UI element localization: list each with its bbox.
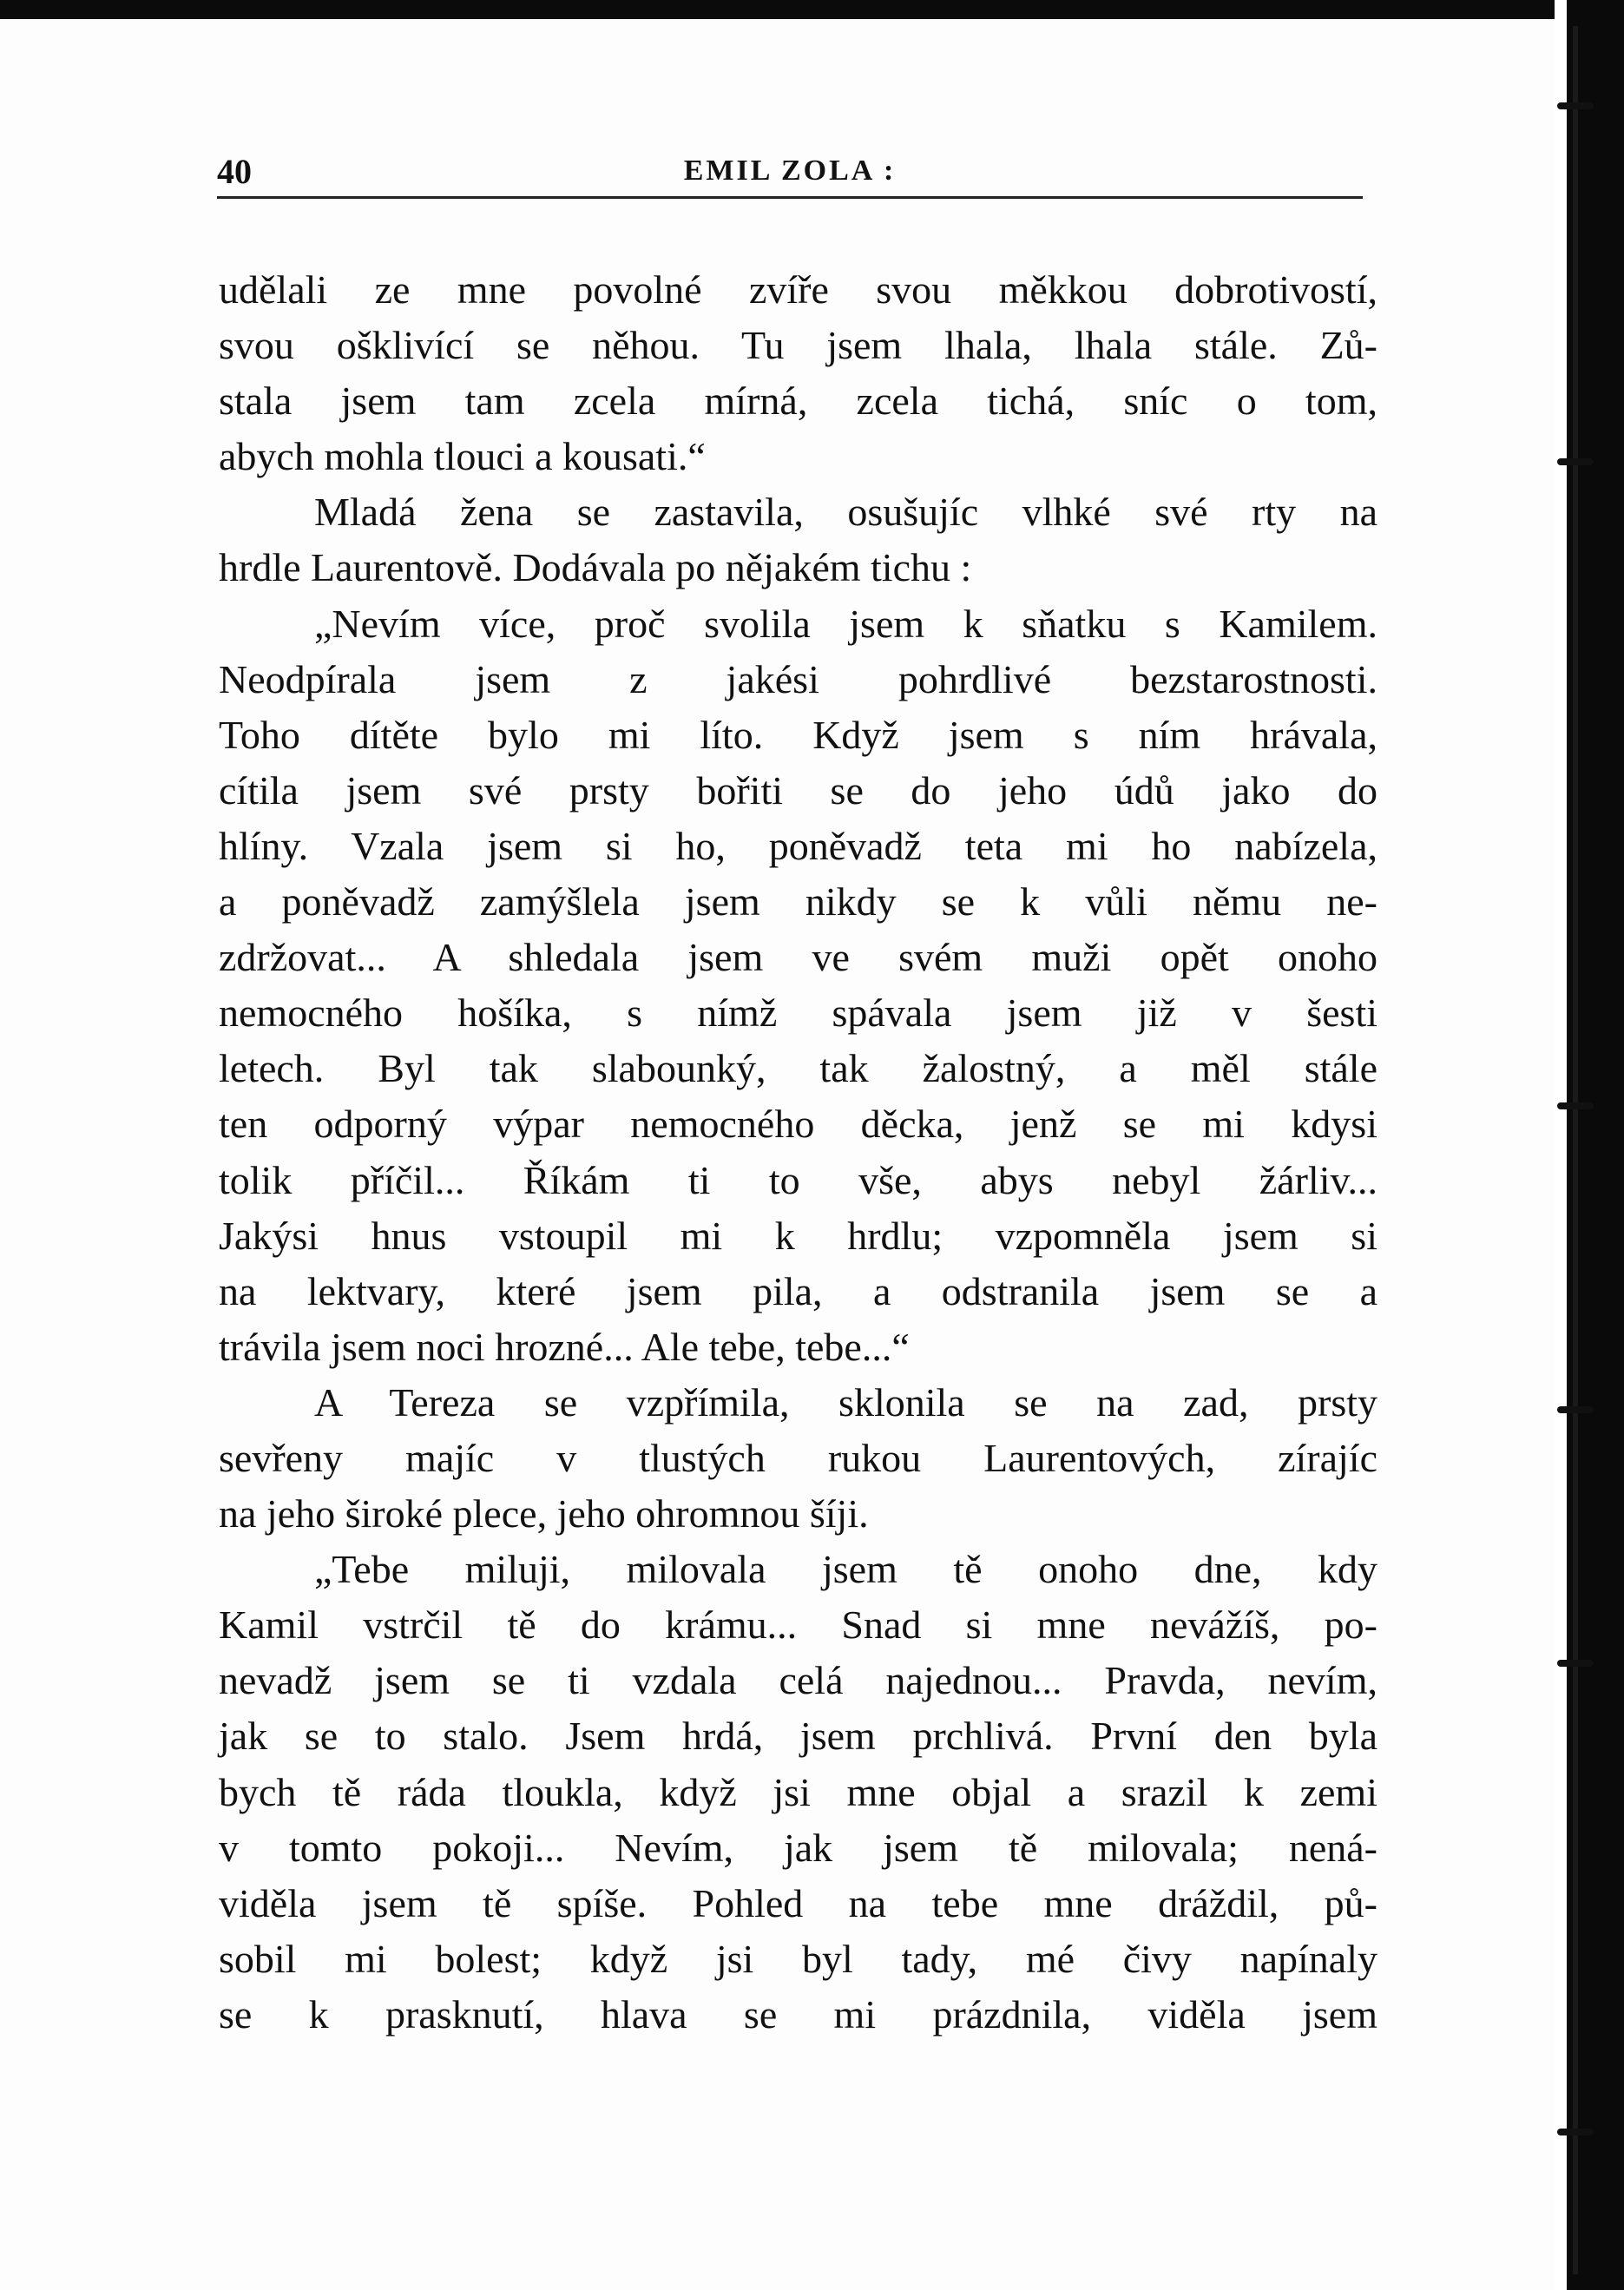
gutter-mark bbox=[1557, 102, 1594, 109]
text-line: nemocného hošíka, s nímž spávala jsem již v šesti bbox=[219, 990, 1377, 1036]
scan-margin-strip bbox=[1555, 0, 1567, 2290]
page-header bbox=[217, 148, 1363, 199]
text-line: bych tě ráda tloukla, když jsi mne objal a srazil k zemi bbox=[219, 1769, 1377, 1814]
text-line: „Nevím více, proč svolila jsem k sňatku s Kamilem. bbox=[314, 601, 1377, 646]
text-line: trávila jsem noci hrozné... Ale tebe, tebe...“ bbox=[219, 1324, 910, 1369]
book-gutter-line bbox=[1573, 26, 1578, 2274]
scan-top-edge bbox=[0, 0, 1624, 19]
text-line: Toho dítěte bylo mi líto. Když jsem s ním hrávala, bbox=[219, 712, 1377, 757]
gutter-mark bbox=[1557, 1660, 1594, 1667]
text-line: Jakýsi hnus vstoupil mi k hrdlu; vzpomněla jsem si bbox=[219, 1213, 1377, 1258]
text-line: tolik příčil... Říkám ti to vše, abys nebyl žárliv... bbox=[219, 1157, 1377, 1202]
text-line: viděla jsem tě spíše. Pohled na tebe mne dráždil, pů- bbox=[219, 1880, 1377, 1925]
text-line: v tomto pokoji... Nevím, jak jsem tě milovala; nená- bbox=[219, 1825, 1377, 1870]
text-line: zdržovat... A shledala jsem ve svém muži opět onoho bbox=[219, 935, 1377, 980]
gutter-mark bbox=[1557, 2129, 1594, 2135]
text-line: Kamil vstrčil tě do krámu... Snad si mne nevážíš, po- bbox=[219, 1602, 1377, 1648]
text-line: Neodpírala jsem z jakési pohrdlivé bezstarostnosti. bbox=[219, 656, 1377, 701]
text-line: hlíny. Vzala jsem si ho, poněvadž teta mi ho nabízela, bbox=[219, 823, 1377, 868]
gutter-mark bbox=[1557, 1406, 1594, 1413]
page-number: 40 bbox=[217, 152, 252, 191]
text-line: cítila jsem své prsty bořiti se do jeho údů jako do bbox=[219, 767, 1377, 813]
text-line: Mladá žena se zastavila, osušujíc vlhké své rty na bbox=[314, 490, 1377, 535]
text-line: stala jsem tam zcela mírná, zcela tichá, sníc o tom, bbox=[219, 378, 1377, 424]
gutter-mark bbox=[1557, 1102, 1594, 1109]
text-line: hrdle Laurentově. Dodávala po nějakém tichu : bbox=[219, 545, 972, 590]
text-line: sobil mi bolest; když jsi byl tady, mé čivy napínaly bbox=[219, 1936, 1377, 1981]
text-line: sevřeny majíc v tlustých rukou Laurentových, zírajíc bbox=[219, 1435, 1377, 1480]
text-line: A Tereza se vzpřímila, sklonila se na zad, prsty bbox=[314, 1379, 1377, 1425]
running-head: EMIL ZOLA : bbox=[683, 155, 897, 187]
text-line: „Tebe miluji, milovala jsem tě onoho dne, kdy bbox=[314, 1547, 1377, 1592]
gutter-mark bbox=[1557, 458, 1594, 465]
text-line: na jeho široké plece, jeho ohromnou šíji. bbox=[219, 1491, 869, 1537]
text-line: ten odporný výpar nemocného děcka, jenž se mi kdysi bbox=[219, 1102, 1377, 1147]
text-line: na lektvary, které jsem pila, a odstranila jsem se a bbox=[219, 1268, 1377, 1313]
body-text bbox=[219, 262, 1377, 2043]
text-line: letech. Byl tak slabounký, tak žalostný, a měl stále bbox=[219, 1046, 1377, 1091]
text-line: abych mohla tlouci a kousati.“ bbox=[219, 434, 706, 479]
text-line: jak se to stalo. Jsem hrdá, jsem prchlivá. První den byla bbox=[219, 1714, 1377, 1759]
text-line: nevadž jsem se ti vzdala celá najednou... Pravda, nevím, bbox=[219, 1658, 1377, 1703]
text-line: svou ošklivící se něhou. Tu jsem lhala, lhala stále. Zů- bbox=[219, 323, 1377, 368]
text-line: a poněvadž zamýšlela jsem nikdy se k vůli němu ne- bbox=[219, 879, 1377, 925]
text-line: se k prasknutí, hlava se mi prázdnila, viděla jsem bbox=[219, 1991, 1377, 2037]
text-line: udělali ze mne povolné zvíře svou měkkou dobrotivostí, bbox=[219, 267, 1377, 312]
